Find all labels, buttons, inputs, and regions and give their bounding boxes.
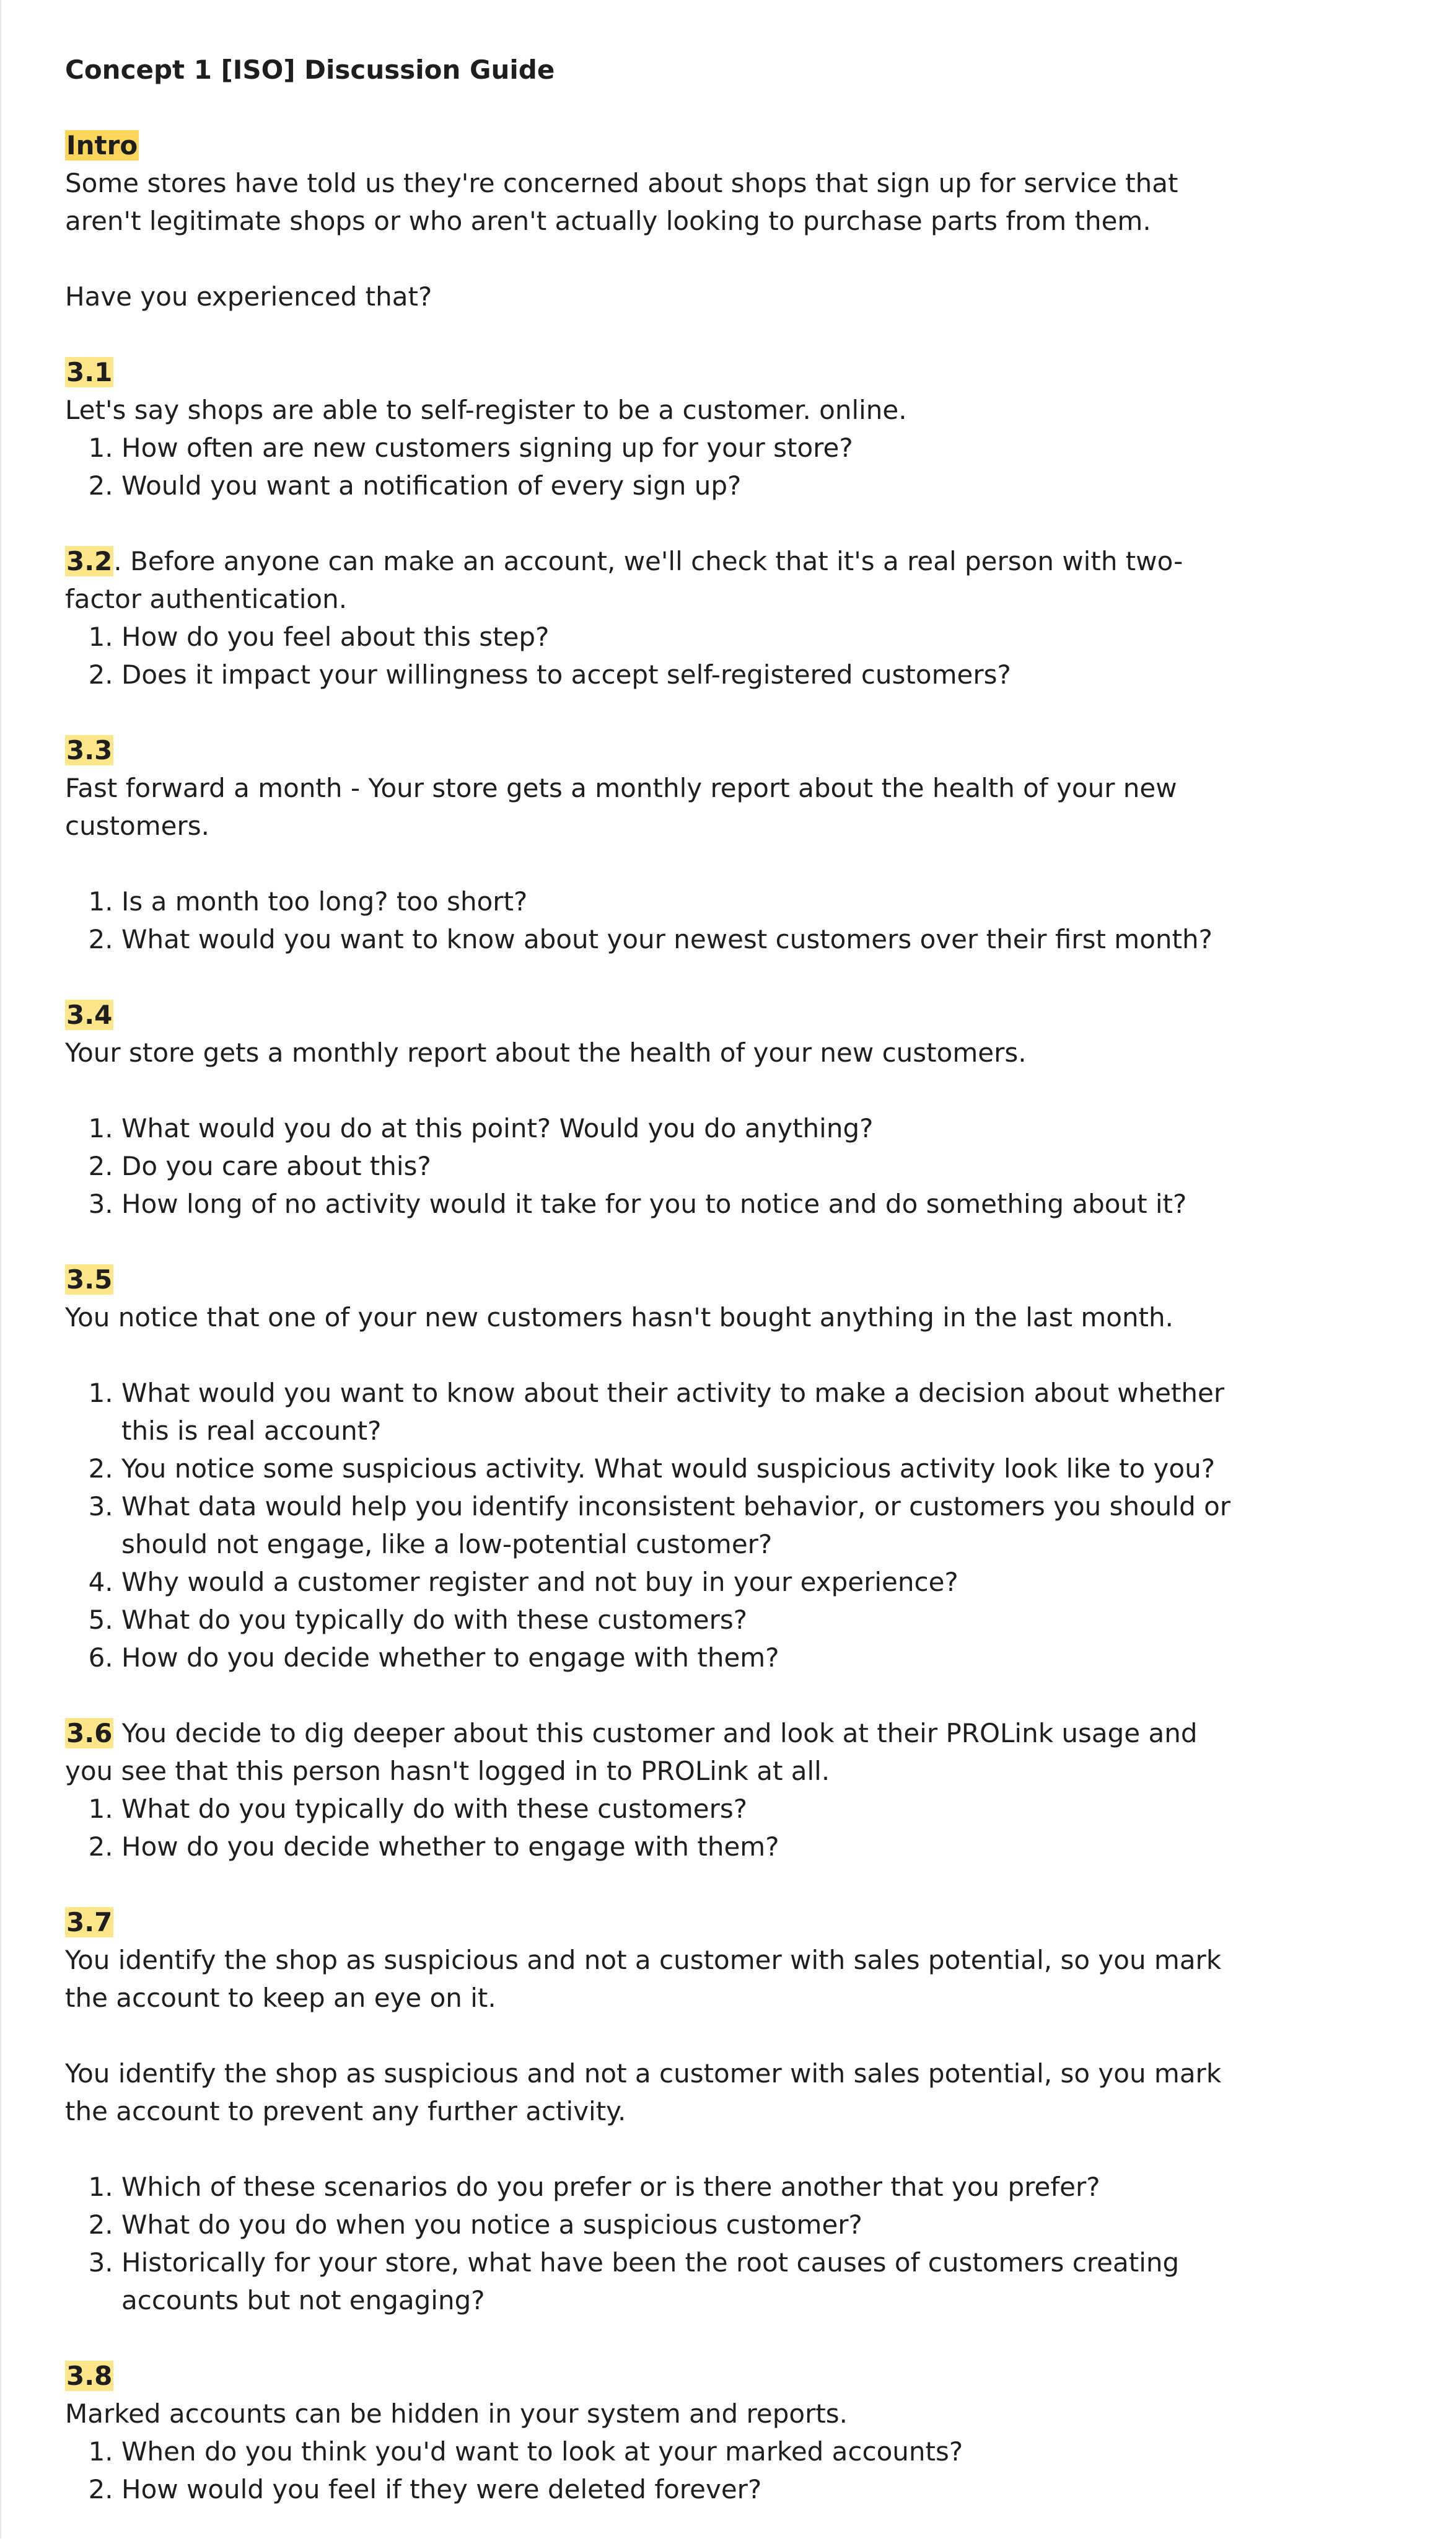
list-item: 2. What would you want to know about your newest customers over their first month? xyxy=(121,920,1242,958)
list-item: 1. When do you think you'd want to look at your marked accounts? xyxy=(121,2433,1242,2470)
section-tag-3-1: 3.1 xyxy=(66,357,113,387)
list-item: 3. What data would help you identify inconsistent behavior, or customers you should or should not engage, like a low-potential customer? xyxy=(121,1487,1242,1563)
section-3-3-text: Fast forward a month - Your store gets a monthly report about the health of your new customers. xyxy=(65,773,1177,841)
intro-text-1: Some stores have told us they're concerned about shops that sign up for service that aren't legitimate shops or who aren't actually looking to purchase parts from them. xyxy=(65,168,1178,236)
question-list-3-4 xyxy=(65,1109,1242,1223)
section-3-7-text-2: You identify the shop as suspicious and not a customer with sales potential, so you mark the account to prevent any further activity. xyxy=(65,2058,1222,2126)
section-3-7 xyxy=(65,1903,1242,2319)
section-tag-3-7: 3.7 xyxy=(66,1907,113,1937)
question-list-3-1 xyxy=(65,429,1242,504)
list-item: 1. What do you typically do with these customers? xyxy=(121,1790,1242,1828)
question-list-3-7 xyxy=(65,2168,1242,2319)
section-tag-3-8: 3.8 xyxy=(66,2361,113,2391)
list-item: 1. Is a month too long? too short? xyxy=(121,883,1242,920)
list-item: 2. Does it impact your willingness to accept self-registered customers? xyxy=(121,656,1242,694)
section-3-6 xyxy=(65,1714,1242,1865)
list-item: 5. What do you typically do with these customers? xyxy=(121,1601,1242,1639)
section-tag-3-3: 3.3 xyxy=(66,735,113,765)
section-intro xyxy=(65,126,1242,315)
section-3-5-text: You notice that one of your new customers hasn't bought anything in the last month. xyxy=(65,1302,1173,1332)
section-3-1-text: Let's say shops are able to self-register to be a customer. online. xyxy=(65,395,907,425)
section-tag-3-2: 3.2 xyxy=(66,546,113,576)
section-tag-3-5: 3.5 xyxy=(66,1264,113,1295)
section-3-4-text: Your store gets a monthly report about the health of your new customers. xyxy=(65,1037,1027,1068)
list-item: 2. You notice some suspicious activity. What would suspicious activity look like to you? xyxy=(121,1450,1242,1487)
section-3-4 xyxy=(65,996,1242,1223)
question-list-3-8 xyxy=(65,2433,1242,2508)
list-item: 3. Historically for your store, what have been the root causes of customers creating accounts but not engaging? xyxy=(121,2244,1242,2319)
question-list-3-3 xyxy=(65,883,1242,958)
document-title: Concept 1 [ISO] Discussion Guide xyxy=(65,55,555,85)
list-item: 2. Do you care about this? xyxy=(121,1147,1242,1185)
section-3-3 xyxy=(65,731,1242,958)
list-item: 1. How often are new customers signing up for your store? xyxy=(121,429,1242,467)
section-tag-3-4: 3.4 xyxy=(66,1000,113,1030)
list-item: 1. Which of these scenarios do you prefer or is there another that you prefer? xyxy=(121,2168,1242,2206)
list-item: 1. What would you want to know about their activity to make a decision about whether this is real account? xyxy=(121,1374,1242,1450)
list-item: 1. What would you do at this point? Would you do anything? xyxy=(121,1109,1242,1147)
section-3-6-text: You decide to dig deeper about this customer and look at their PROLink usage and you see that this person hasn't logged in to PROLink at all. xyxy=(65,1718,1198,1786)
list-item: 3. How long of no activity would it take for you to notice and do something about it? xyxy=(121,1185,1242,1223)
list-item: 1. How do you feel about this step? xyxy=(121,618,1242,656)
list-item: 2. How do you decide whether to engage with them? xyxy=(121,1828,1242,1865)
section-3-7-text-1: You identify the shop as suspicious and not a customer with sales potential, so you mark the account to keep an eye on it. xyxy=(65,1945,1222,2013)
question-list-3-2 xyxy=(65,618,1242,694)
section-3-8 xyxy=(65,2357,1242,2508)
intro-text-2: Have you experienced that? xyxy=(65,281,432,312)
section-3-5 xyxy=(65,1261,1242,1676)
section-3-1 xyxy=(65,353,1242,504)
discussion-guide-document xyxy=(65,51,1242,2546)
section-3-2 xyxy=(65,542,1242,694)
section-tag-3-6: 3.6 xyxy=(66,1718,113,1748)
list-item: 2. Would you want a notification of every sign up? xyxy=(121,467,1242,504)
question-list-3-5 xyxy=(65,1374,1242,1676)
list-item: 2. What do you do when you notice a suspicious customer? xyxy=(121,2206,1242,2244)
question-list-3-6 xyxy=(65,1790,1242,1865)
section-3-8-text: Marked accounts can be hidden in your system and reports. xyxy=(65,2398,848,2429)
section-3-2-text: . Before anyone can make an account, we'll check that it's a real person with two-factor authentication. xyxy=(65,546,1183,614)
list-item: 2. How would you feel if they were deleted forever? xyxy=(121,2470,1242,2508)
list-item: 4. Why would a customer register and not buy in your experience? xyxy=(121,1563,1242,1601)
section-tag-intro: Intro xyxy=(66,130,138,161)
list-item: 6. How do you decide whether to engage with them? xyxy=(121,1639,1242,1676)
